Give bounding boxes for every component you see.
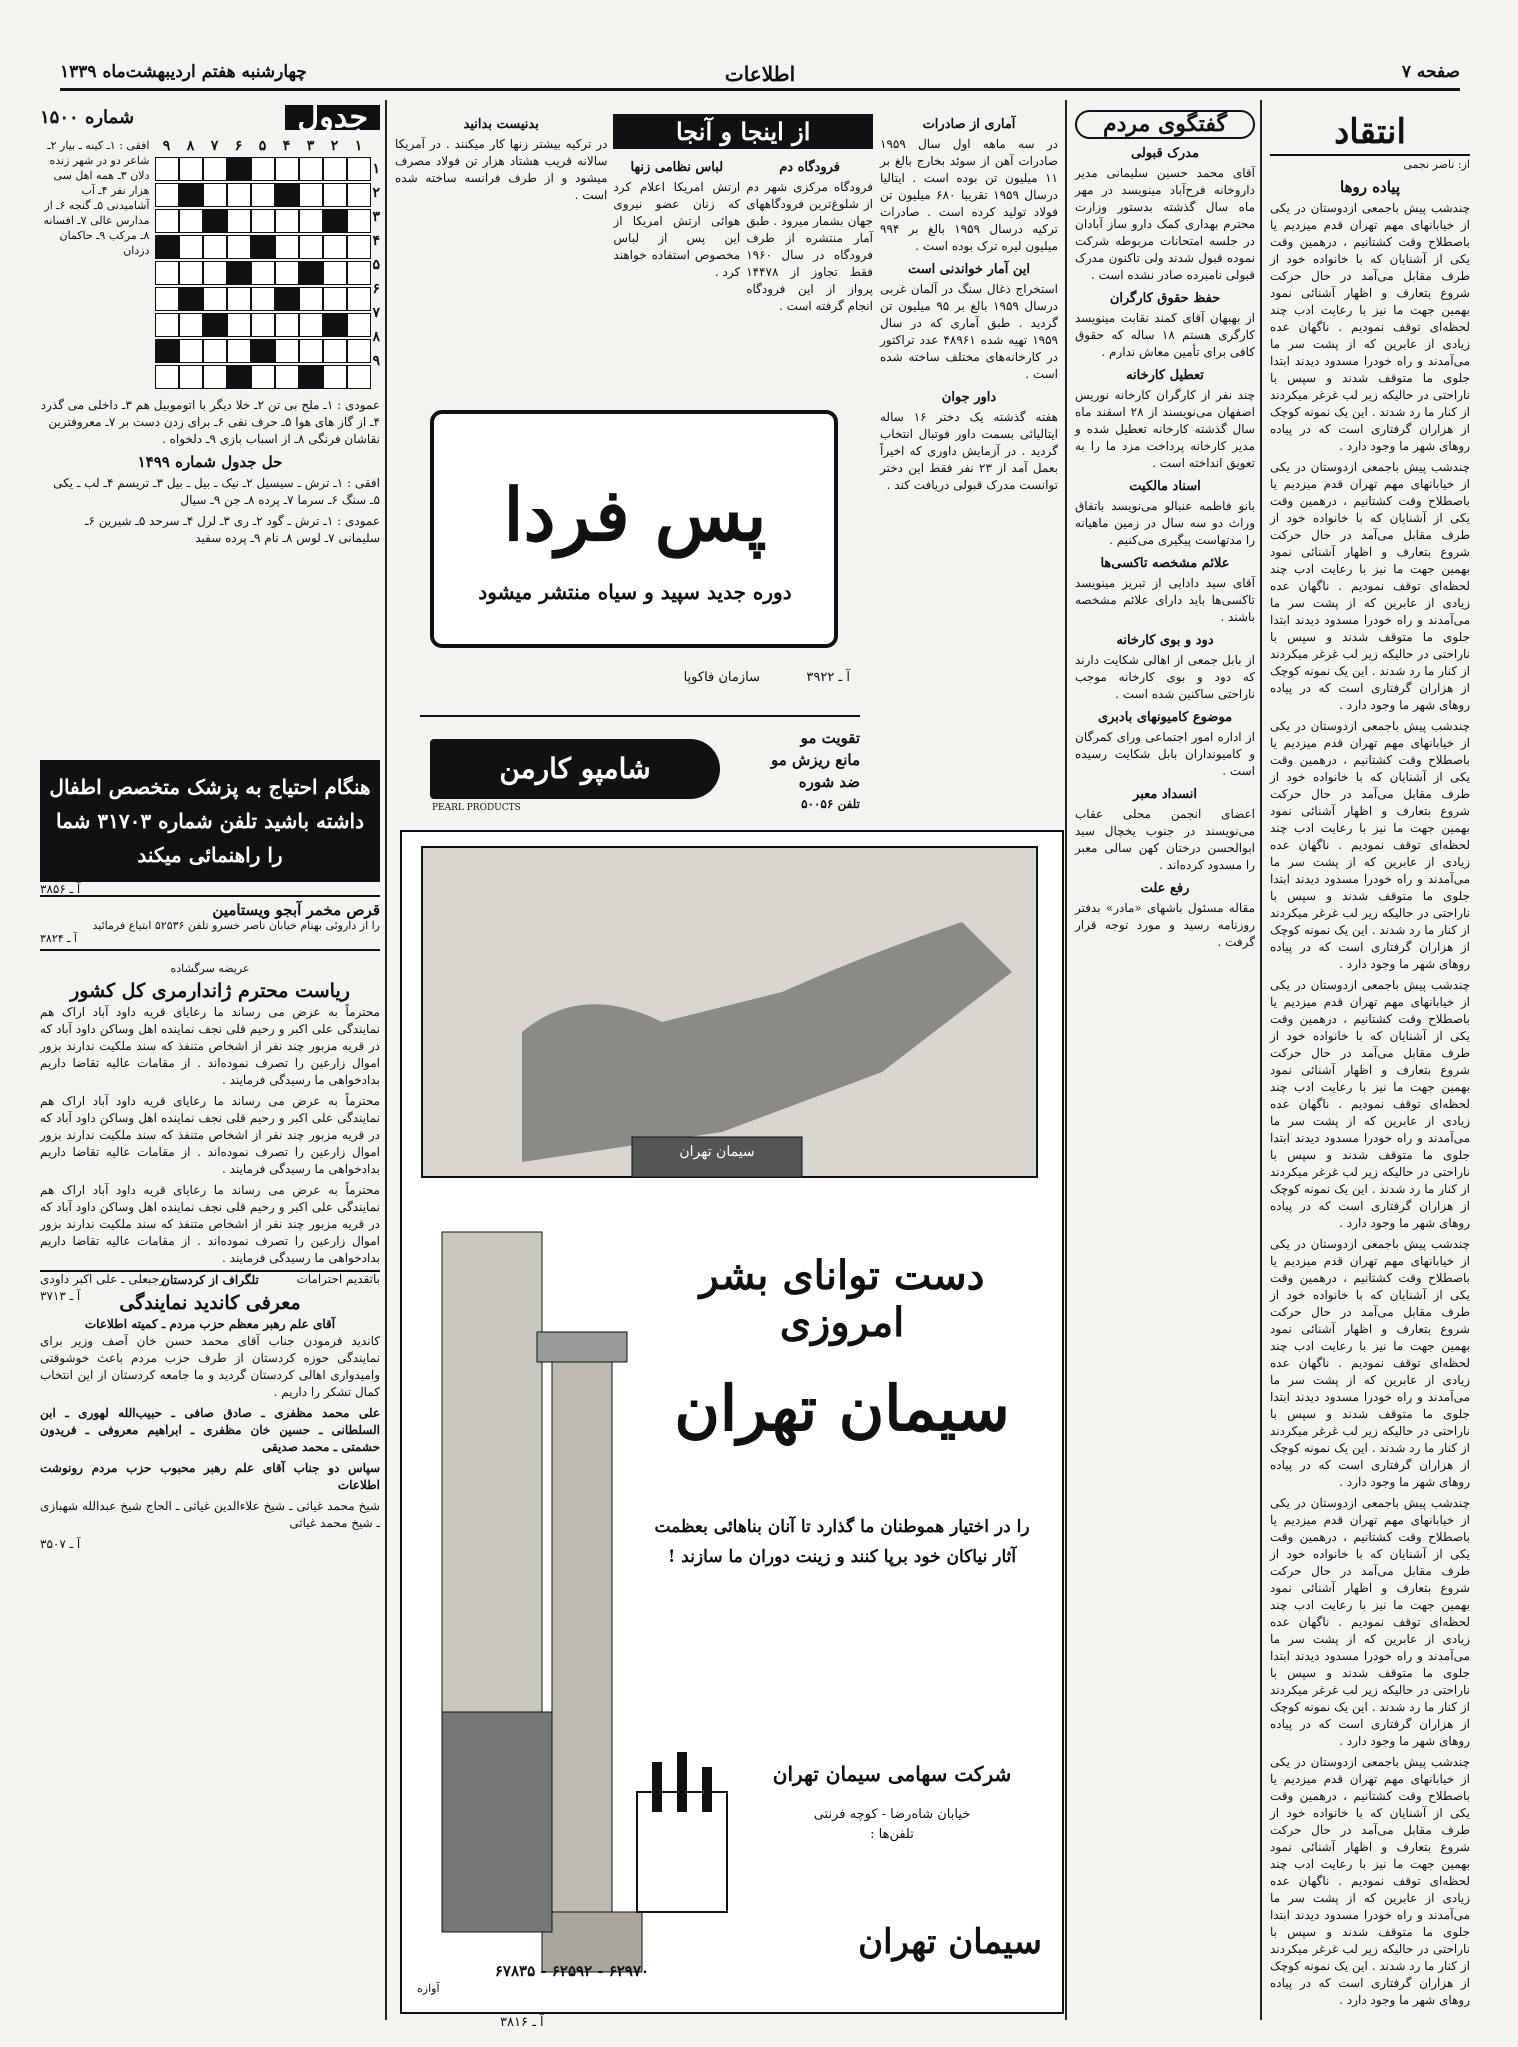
crossword-cell[interactable] [203,339,227,363]
crossword-cell[interactable] [251,157,275,181]
crossword-grid[interactable] [155,157,369,389]
crossword-cell[interactable] [299,183,323,207]
exports-title: آماری از صادرات [922,117,1016,132]
crossword-cell[interactable] [179,157,203,181]
telegram-body: کاندید فرمودن جناب آقای محمد حسن خان آصف وزیر برای نمایندگی حوزه کردستان از طرف حزب مردم باعث خوشوقتی وامیدواری اهالی کردستان گردید و ما جامعه کردستان از این انتخاب کمال تشکر را داریم . [40,1334,380,1399]
talk-body: چند نفر از کارگران کارخانه نوریس اصفهان می‌نویسند از ۲۸ اسفند ماه سال گذشته کارخانه تعطیل شده و مدیر کارخانه پرداخت مزد ما را به تعویق انداخته است . [1075,388,1255,470]
crossword-number: شماره ۱۵۰۰ [40,107,135,128]
exports-title: داور جوان [941,390,997,405]
crossword-cell[interactable] [179,339,203,363]
crossword-cell[interactable] [155,183,179,207]
telegram-closing: سپاس دو جناب آقای علم رهبر محبوب حزب مردم رونوشت اطلاعات [40,1461,380,1492]
fromhere-logo: از اینجا و آنجا [613,114,873,149]
telegram-title: معرفی کاندید نمایندگی [119,1292,301,1314]
crossword-cell[interactable] [347,339,371,363]
pills-code: آ ـ ۳۸۲۴ [40,932,77,945]
crossword-cell[interactable] [347,157,371,181]
petition-signature: رجبعلی ـ علی اکبر داودی [40,1272,166,1286]
crossword-solution: عمودی : ۱ـ ترش ـ گود ۲ـ ری ۳ـ لرل ۴ـ سرحد ۵ـ شیرین ۶ـ سلیمانی ۷ـ لوس ۸ـ نام ۹ـ پرده سفید [84,514,380,545]
issue-date: چهارشنبه هفتم اردیبهشت‌ماه ۱۳۳۹ [60,62,307,82]
petition-body: محترماً به عرض می رساند ما رعایای قریه داود آباد اراک هم نمایندگی علی اکبر و رحیم قلی نجف نماینده اهل وساکن داود آباد که در قریه مزبور چند نفر از اشخاص متنفذ که سند ملکیت ندارند بزور اموال زارعین را تصرف نموده‌اند . از مقامات عالیه تقاضا داریم بدادخواهی ما رسیدگی فرمایند . [40,1005,380,1087]
crossword-cell[interactable] [323,209,347,233]
talk-title: اسناد مالکیت [1129,479,1201,494]
crossword-cell[interactable] [203,261,227,285]
crossword-cell[interactable] [347,209,371,233]
talk-column [1075,110,1255,2010]
crossword-col-number: ۷ [210,138,219,154]
crossword-cell[interactable] [251,365,275,389]
crossword-cell[interactable] [347,183,371,207]
ad-code: آ ـ ۳۹۲۲ [806,670,850,685]
crossword-row-numbers [372,157,380,389]
crossword-row-number: ۹ [372,353,380,369]
critique-body: چندشب پیش باجمعی ازدوستان در یکی از خیابانهای مهم تهران قدم میزدیم یا باصطلاح وقت کشتانیم ، درهمین وقت یکی از آشنایان که با خانواده خود از طرف مقابل می‌آمد در حال حرکت شروع بتعارف و اظهار آشنائی نمود بهمین جهت ما نیز با رعایت ادب چند لحظه‌ای توقف نمودیم . ناگهان عده زیادی از عابرین که از پشت سر ما می‌آمدند و راه خودرا مسدود دیدند ابتدا جلوی ما متوقف شدند و سپس با ناراحتی در حالیکه زیر لب غرغر میکردند از کنار ما رد شدند . این یک نمونه کوچک از هزاران گرفتاری است که در پیاده روهای شهر ما وجود دارد . [1270,1237,1470,1489]
crossword-cell[interactable] [179,365,203,389]
crossword-cell[interactable] [155,339,179,363]
shampoo-maker: PEARL PRODUCTS [432,803,521,813]
crossword-cell[interactable] [275,313,299,337]
crossword-cell[interactable] [203,365,227,389]
cement-agency: آوازه [417,1982,440,1995]
talk-title: حفظ حقوق کارگران [1109,291,1221,306]
crossword-cell[interactable] [347,287,371,311]
crossword-cell[interactable] [203,313,227,337]
crossword-col-number: ۵ [258,138,267,154]
column-capital [537,1332,627,1362]
pills-desc: را از داروئی بهنام خیابان ناصر خسرو تلفن ۵۲۵۳۶ ابتیاع فرمائید [92,919,380,932]
talk-body: از بهبهان آقای کمند نقابت مینویسد کارگری هستم ۱۸ ساله که حقوق کافی برای تأمین معاش ندارم . [1075,311,1255,359]
crossword-cell[interactable] [251,209,275,233]
talk-title: انسداد معبر [1133,787,1197,802]
talk-title: علائم مشخصه تاکسی‌ها [1100,556,1230,571]
crossword-section [40,100,380,745]
crossword-col-number: ۳ [306,138,315,154]
column-rule [1065,100,1067,2020]
talk-body: از بابل جمعی از اهالی شکایت دارند که دود و بوی کارخانه موجب ناراحتی ساکنین شده است . [1075,653,1255,701]
crossword-cell[interactable] [299,157,323,181]
crossword-cell[interactable] [299,287,323,311]
pills-title: قرص مخمر آبجو ویستامین [212,901,380,919]
ad-agency: سازمان فاکوپا [683,670,760,685]
doctor-text: هنگام احتیاج به پزشک متخصص اطفال داشته باشید تلفن شماره ۳۱۷۰۳ شما را راهنمائی میکند [40,760,380,882]
crossword-cell[interactable] [323,235,347,259]
pills-ad [40,895,380,951]
crossword-cell[interactable] [323,183,347,207]
crossword-cell[interactable] [347,235,371,259]
crossword-cell[interactable] [347,261,371,285]
crossword-row-number: ۴ [372,233,380,249]
fromhere-body: ارتش امریکا اعلام کرد که زنان عضو نیروی هوائی ارتش امریکا از این پس از لباس مخصوص استفاده خواهند کرد . [613,180,741,279]
talk-title: تعطیل کارخانه [1126,368,1204,383]
crossword-cell[interactable] [203,287,227,311]
crossword-cell[interactable] [155,157,179,181]
critique-body: چندشب پیش باجمعی ازدوستان در یکی از خیابانهای مهم تهران قدم میزدیم یا باصطلاح وقت کشتانیم ، درهمین وقت یکی از آشنایان که با خانواده خود از طرف مقابل می‌آمد در حال حرکت شروع بتعارف و اظهار آشنائی نمود بهمین جهت ما نیز با رعایت ادب چند لحظه‌ای توقف نمودیم . ناگهان عده زیادی از عابرین که از پشت سر ما می‌آمدند و راه خودرا مسدود دیدند ابتدا جلوی ما متوقف شدند و سپس با ناراحتی در حالیکه زیر لب غرغر میکردند از کنار ما رد شدند . این یک نمونه کوچک از هزاران گرفتاری است که در پیاده روهای شهر ما وجود دارد . [1270,978,1470,1230]
crossword-solution: افقی : ۱ـ ترش ـ سیسیل ۲ـ نیک ـ بیل ـ بیل ۳ـ تریسم ۴ـ لب ـ یکی ۵ـ سنگ ۶ـ سرما ۷ـ پرده ۸ـ جن ۹ـ سیال [53,476,380,507]
crossword-cell[interactable] [299,313,323,337]
crossword-cell[interactable] [323,261,347,285]
crossword-cell[interactable] [275,365,299,389]
crossword-cell[interactable] [227,339,251,363]
exports-column [880,110,1058,790]
talk-body: بانو فاطمه عنبالو می‌نویسد باتفاق وراث دو سه سال در زمین ماهیانه را مدتهاست پیگیری می‌کنیم . [1075,499,1255,547]
telegram-subtitle: آقای علم رهبر معظم حزب مردم ـ کمیته اطلاعات [84,1317,336,1331]
crossword-cell[interactable] [227,261,251,285]
crossword-cell[interactable] [275,261,299,285]
column-shaft [552,1352,612,1932]
petition-label: عریضه سرگشاده [170,962,250,975]
chimney [652,1762,662,1812]
crossword-cell[interactable] [155,209,179,233]
exports-body: در سه ماهه اول سال ۱۹۵۹ صادرات آهن از سوئد بخارج بالغ بر ۱۱ میلیون تن بوده است . ایتالیا درسال ۱۹۵۹ تقریبا ۶۸۰ میلیون تن فولاد تولید کرده است . صادرات ترکیه درسال ۱۹۵۹ بالغ بر ۹۹۴ میلیون لیره ترک بوده است . [880,137,1058,253]
crossword-cell[interactable] [227,313,251,337]
telegram-label: تلگراف از کردستان [161,1273,259,1287]
telegram-code: آ ـ ۳۵۰۷ [40,1537,81,1551]
doctor-ad [40,760,380,896]
petition-body: محترماً به عرض می رساند ما رعایای قریه داود آباد اراک هم نمایندگی علی اکبر و رحیم قلی نجف نماینده اهل وساکن داود آباد که در قریه مزبور چند نفر از اشخاص متنفذ که سند ملکیت ندارند بزور اموال زارعین را تصرف نموده‌اند . از مقامات عالیه تقاضا داریم بدادخواهی ما رسیدگی فرمایند . [40,1183,380,1265]
critique-author: از: ناصر نجمی [1403,158,1470,171]
cement-address: خیابان شاه‌رضا - کوچه فرنتی [813,1807,971,1822]
crossword-cell[interactable] [251,339,275,363]
crossword-solution-title: حل جدول شماره ۱۴۹۹ [137,453,283,471]
crossword-cell[interactable] [227,209,251,233]
crossword-cell[interactable] [179,209,203,233]
shampoo-ad [420,715,860,827]
critique-column [1270,110,1470,2010]
talk-body: مقاله مسئول باشهای «مادر» بدفتر روزنامه رسید و مورد توجه قرار گرفت . [1075,901,1255,949]
telegram-names: علی محمد مظفری ـ صادق صافی ـ حبیب‌الله لهوری ـ ابن السلطانی ـ حسین خان مظفری ـ ابراهیم معروفی ـ فریدون حشمتی ـ محمد صدیقی [40,1406,380,1454]
talk-body: آقای محمد حسین سلیمانی مدیر داروخانه فرح‌آباد مینویسد در مهر ماه سال گذشته بدستور وزارت محترم بهداری کمک دارو ساز آبادان در جلسه امتحانات مربوطه شرکت نموده قبول شدند ولی تاکنون مدرک قبولی نامبرده صادر نشده است . [1075,166,1255,282]
crossword-col-number: ۶ [234,138,243,154]
cement-brand: سیمان تهران [674,1372,1010,1445]
talk-body: از اداره امور اجتماعی ورای کمرگان و کامیونداران بابل شکایت رسیده است . [1075,730,1255,778]
talk-body: اعضای انجمن محلی عقاب می‌نویسند در جنوب یخچال سید ابوالحسن درختان کهن سالی معبر را مسدود کرده‌اند . [1075,807,1255,872]
shampoo-line: تقویت مو [800,729,860,747]
crossword-clues-horizontal: افقی : ۱ـ کینه ـ بیار ۲ـ شاعر دو در شهر زنده دلان ۳ـ همه اهل سی هزار نفر ۴ـ آب آشامیدنی ۵ـ گنجه ۶ـ از مدارس عالی ۷ـ افسانه ۸ـ مرکب ۹ـ حاکمان دزدان [43,139,150,257]
doctor-code: آ ـ ۳۸۵۶ [40,882,81,896]
crossword-col-number: ۱ [354,138,363,154]
fromhere-body: در ترکیه بیشتر زنها کار میکنند . در آمریکا سالانه قریب هشتاد هزار تن فولاد مصرف میشود و از طرف فرانسه ساخته شده است . [395,137,608,202]
crossword-cell[interactable] [251,183,275,207]
crossword-cell[interactable] [323,287,347,311]
critique-body: چندشب پیش باجمعی ازدوستان در یکی از خیابانهای مهم تهران قدم میزدیم یا باصطلاح وقت کشتانیم ، درهمین وقت یکی از آشنایان که با خانواده خود از طرف مقابل می‌آمد در حال حرکت شروع بتعارف و اظهار آشنائی نمود بهمین جهت ما نیز با رعایت ادب چند لحظه‌ای توقف نمودیم . ناگهان عده زیادی از عابرین که از پشت سر ما می‌آمدند و راه خودرا مسدود دیدند ابتدا جلوی ما متوقف شدند و سپس با ناراحتی در حالیکه زیر لب غرغر میکردند از کنار ما رد شدند . این یک نمونه کوچک از هزاران گرفتاری است که در پیاده روهای شهر ما وجود دارد . [1270,719,1470,971]
crossword-cell[interactable] [323,313,347,337]
crossword-cell[interactable] [227,183,251,207]
fromhere-title: لباس نظامی زنها [630,160,724,175]
exports-title: این آمار خواندنی است [907,262,1031,277]
crossword-cell[interactable] [275,183,299,207]
crossword-cell[interactable] [227,365,251,389]
crossword-cell[interactable] [275,287,299,311]
crossword-cell[interactable] [155,287,179,311]
critique-body: چندشب پیش باجمعی ازدوستان در یکی از خیابانهای مهم تهران قدم میزدیم یا باصطلاح وقت کشتانیم ، درهمین وقت یکی از آشنایان که با خانواده خود از طرف مقابل می‌آمد در حال حرکت شروع بتعارف و اظهار آشنائی نمود بهمین جهت ما نیز با رعایت ادب چند لحظه‌ای توقف نمودیم . ناگهان عده زیادی از عابرین که از پشت سر ما می‌آمدند و راه خودرا مسدود دیدند ابتدا جلوی ما متوقف شدند و سپس با ناراحتی در حالیکه زیر لب غرغر میکردند از کنار ما رد شدند . این یک نمونه کوچک از هزاران گرفتاری است که در پیاده روهای شهر ما وجود دارد . [1270,460,1470,712]
crossword-cell[interactable] [251,235,275,259]
lamassu-figure [442,1712,552,1932]
crossword-cell[interactable] [227,287,251,311]
column-rule [385,100,387,2020]
cement-ad [400,830,1064,2014]
crossword-cell[interactable] [323,157,347,181]
exports-body: استخراج ذغال سنگ در آلمان غربی درسال ۱۹۵۹ بالغ بر ۹۵ میلیون تن گردید . طبق آماری که در سال ۱۹۵۹ تهیه شده ۴۸۹۶۱ عدد تراکتور در کارخانه‌های مختلف ساخته شده است . [880,282,1058,381]
crossword-cell[interactable] [275,339,299,363]
crossword-cell[interactable] [347,365,371,389]
crossword-row-number: ۶ [372,281,380,297]
talk-body: آقای سید دادایی از تبریز مینویسد تاکسی‌ها باید دارای علائم مشخصه باشند . [1075,576,1255,624]
petition-signature-role: باتقدیم احترامات [296,1272,380,1286]
critique-title: پیاده روها [1340,178,1400,196]
cement-bag-label: سیمان تهران [679,1144,755,1160]
talk-title: موضوع کامیونهای بادبری [1097,710,1233,725]
crossword-col-number: ۲ [330,138,339,154]
critique-logo: انتقاد [1270,110,1470,156]
crossword-cell[interactable] [323,365,347,389]
cement-phone-label: تلفن‌ها : [870,1827,914,1842]
shampoo-phone: تلفن ۵۰۰۵۶ [801,797,860,811]
talk-title: مدرک قبولی [1131,146,1199,161]
crossword-cell[interactable] [179,235,203,259]
shampoo-tube: شامپو کارمن [430,739,720,799]
telegram-signers: شیخ محمد غیاثی ـ شیخ علاءالدین غیاثی ـ الحاج شیخ عبدالله شهبازی ـ شیخ محمد غیاثی [40,1499,380,1530]
crossword-cell[interactable] [275,157,299,181]
cement-logo: سیمان تهران [858,1922,1042,1962]
crossword-cell[interactable] [179,261,203,285]
crossword-col-number: ۸ [186,138,195,154]
critique-body: چندشب پیش باجمعی ازدوستان در یکی از خیابانهای مهم تهران قدم میزدیم یا باصطلاح وقت کشتانیم ، درهمین وقت یکی از آشنایان که با خانواده خود از طرف مقابل می‌آمد در حال حرکت شروع بتعارف و اظهار آشنائی نمود بهمین جهت ما نیز با رعایت ادب چند لحظه‌ای توقف نمودیم . ناگهان عده زیادی از عابرین که از پشت سر ما می‌آمدند و راه خودرا مسدود دیدند ابتدا جلوی ما متوقف شدند و سپس با ناراحتی در حالیکه زیر لب غرغر میکردند از کنار ما رد شدند . این یک نمونه کوچک از هزاران گرفتاری است که در پیاده روهای شهر ما وجود دارد . [1270,1755,1470,2007]
crossword-cell[interactable] [251,287,275,311]
crossword-cell[interactable] [155,261,179,285]
cement-headline: دست توانای بشر امروزی [699,1252,985,1346]
cement-company: شرکت سهامی سیمان تهران [772,1762,1012,1786]
chimney [677,1752,687,1812]
fromhere-title: بدنیست بدانید [463,117,539,132]
talk-title: دود و بوی کارخانه [1116,633,1214,648]
crossword-cell[interactable] [227,157,251,181]
talk-logo: گفتگوی مردم [1075,110,1255,139]
crossword-cell[interactable] [179,287,203,311]
crossword-column-numbers [155,138,380,155]
cement-code: آ ـ ۳۸۱۶ [500,2015,544,2030]
crossword-cell[interactable] [227,235,251,259]
crossword-cell[interactable] [323,339,347,363]
pasfarda-ad [400,380,870,700]
petition-code: آ ـ ۳۷۱۳ [40,1289,81,1303]
column-rule [1260,100,1262,2020]
crossword-cell[interactable] [203,183,227,207]
fromhere-section [395,110,873,375]
crossword-cell[interactable] [203,157,227,181]
crossword-row-number: ۵ [372,257,380,273]
crossword-cell[interactable] [155,365,179,389]
crossword-row-number: ۷ [372,305,380,321]
crossword-cell[interactable] [299,235,323,259]
crossword-col-number: ۴ [282,138,291,154]
critique-body: چندشب پیش باجمعی ازدوستان در یکی از خیابانهای مهم تهران قدم میزدیم یا باصطلاح وقت کشتانیم ، درهمین وقت یکی از آشنایان که با خانواده خود از طرف مقابل می‌آمد در حال حرکت شروع بتعارف و اظهار آشنائی نمود بهمین جهت ما نیز با رعایت ادب چند لحظه‌ای توقف نمودیم . ناگهان عده زیادی از عابرین که از پشت سر ما می‌آمدند و راه خودرا مسدود دیدند ابتدا جلوی ما متوقف شدند و سپس با ناراحتی در حالیکه زیر لب غرغر میکردند از کنار ما رد شدند . این یک نمونه کوچک از هزاران گرفتاری است که در پیاده روهای شهر ما وجود دارد . [1270,201,1470,453]
crossword-cell[interactable] [155,313,179,337]
crossword-cell[interactable] [299,365,323,389]
crossword-cell[interactable] [179,313,203,337]
crossword-title: جدول [285,105,380,130]
pasfarda-title: پس فردا [503,472,767,557]
crossword-cell[interactable] [275,235,299,259]
exports-body: هفته گذشته یک دختر ۱۶ ساله ایتالیائی بسمت داور فوتبال انتخاب گردید . در آزمایش داوری که اخیراً بعمل آمد از ۲۳ نفر فقط این دختر توانست مدرک قبولی دریافت کند . [880,410,1058,492]
pasfarda-subtitle: دوره جدید سپید و سیاه منتشر میشود [478,580,792,604]
crossword-row-number: ۸ [372,329,380,345]
cement-slogan: را در اختیار هموطنان ما گذارد تا آنان بناهائی بعظمت آثار نیاکان خود برپا کنند و زینت دوران ما سازند ! [654,1517,1030,1567]
crossword-cell[interactable] [299,261,323,285]
crossword-cell[interactable] [251,261,275,285]
crossword-row-number: ۲ [372,185,380,201]
crossword-cell[interactable] [203,209,227,233]
crossword-cell[interactable] [347,313,371,337]
paper-name: اطلاعات [724,62,796,86]
petition-title: ریاست محترم ژاندارمری کل کشور [70,980,350,1002]
crossword-cell[interactable] [203,235,227,259]
crossword-cell[interactable] [275,209,299,233]
chimney [702,1767,712,1812]
crossword-cell[interactable] [155,235,179,259]
crossword-row-number: ۳ [372,209,380,225]
telegram-section [40,1270,380,1602]
fromhere-title: فرودگاه دم [779,160,840,175]
critique-body: چندشب پیش باجمعی ازدوستان در یکی از خیابانهای مهم تهران قدم میزدیم یا باصطلاح وقت کشتانیم ، درهمین وقت یکی از آشنایان که با خانواده خود از طرف مقابل می‌آمد در حال حرکت شروع بتعارف و اظهار آشنائی نمود بهمین جهت ما نیز با رعایت ادب چند لحظه‌ای توقف نمودیم . ناگهان عده زیادی از عابرین که از پشت سر ما می‌آمدند و راه خودرا مسدود دیدند ابتدا جلوی ما متوقف شدند و سپس با ناراحتی در حالیکه زیر لب غرغر میکردند از کنار ما رد شدند . این یک نمونه کوچک از هزاران گرفتاری است که در پیاده روهای شهر ما وجود دارد . [1270,1496,1470,1748]
crossword-clues-vertical: عمودی : ۱ـ ملح بی تن ۲ـ خلا دیگر با اتوموبیل هم ۳ـ داخلی می گذرد ۴ـ از گاز های هوا ۵ـ حرف نفی ۶ـ برای زدن دست بر ۷ـ معروفترین نقاشان فرنگی ۸ـ از اسباب بازی ۹ـ دلخواه . [40,398,380,446]
page-header [60,58,1460,91]
crossword-cell[interactable] [251,313,275,337]
cement-phones: ۶۲۹۷۰ - ۶۲۵۹۲ - ۶۷۸۳۵ [494,1962,650,1980]
crossword-col-number: ۹ [162,138,171,154]
talk-title: رفع علت [1140,881,1190,896]
fromhere-body: فرودگاه مرکزی شهر دم از شلوغ‌ترین فرودگاههای جهان بشمار میرود . طبق آمار منتشره از طرف فرودگاه در سال ۱۹۶۰ فقط تجاوز از ۱۴۴۷۸ پرواز از این فرودگاه انجام گرفته است . [746,180,873,313]
petition-body: محترماً به عرض می رساند ما رعایای قریه داود آباد اراک هم نمایندگی علی اکبر و رحیم قلی نجف نماینده اهل وساکن داود آباد که در قریه مزبور چند نفر از اشخاص متنفذ که سند ملکیت ندارند بزور اموال زارعین را تصرف نموده‌اند . از مقامات عالیه تقاضا داریم بدادخواهی ما رسیدگی فرمایند . [40,1094,380,1176]
crossword-row-number: ۱ [372,161,380,177]
shampoo-line: ضد شوره [798,773,860,791]
page-number: صفحه ۷ [1401,62,1460,82]
crossword-cell[interactable] [299,209,323,233]
shampoo-line: مانع ریزش مو [771,751,860,769]
crossword-cell[interactable] [299,339,323,363]
crossword-cell[interactable] [179,183,203,207]
